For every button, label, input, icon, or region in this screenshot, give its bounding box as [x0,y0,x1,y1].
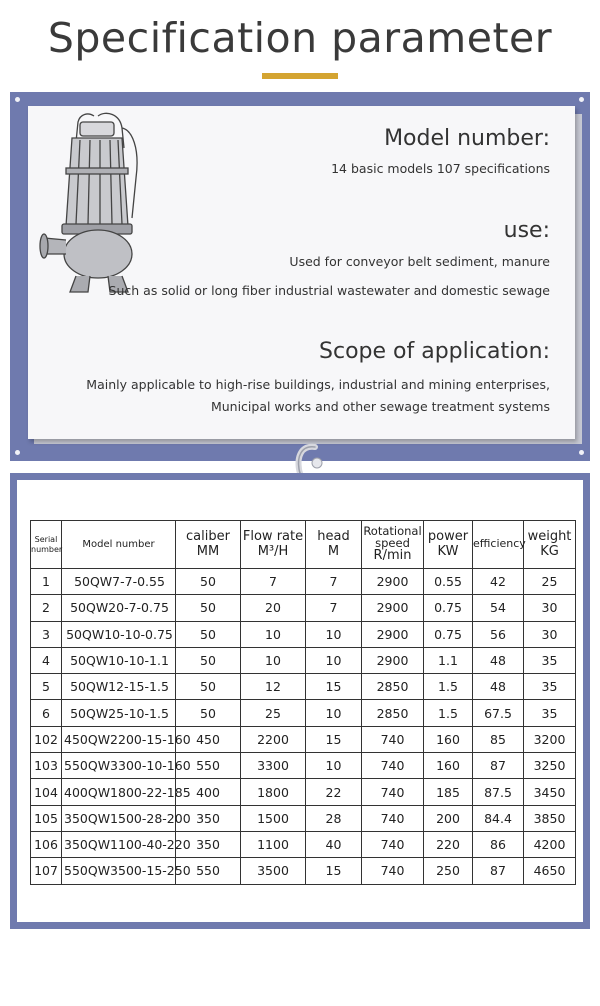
cell-efficiency: 86 [473,831,524,857]
table-row [31,805,576,831]
table-row [31,674,576,700]
table-row [31,647,576,673]
cell-power: 160 [424,726,473,752]
cell-model: 350QW1100-40-220 [62,831,176,857]
table-row [31,700,576,726]
cell-caliber: 50 [176,595,241,621]
cell-serial: 104 [31,779,62,805]
cell-speed: 2900 [362,647,424,673]
cell-flow-rate: 1100 [241,831,306,857]
header-head: head M [306,521,362,569]
cell-flow-rate: 20 [241,595,306,621]
cell-power: 220 [424,831,473,857]
cell-flow-rate: 10 [241,647,306,673]
cell-head: 22 [306,779,362,805]
cell-weight: 3250 [524,753,576,779]
cell-power: 0.55 [424,569,473,595]
cell-model: 400QW1800-22-185 [62,779,176,805]
cell-speed: 740 [362,753,424,779]
cell-flow-rate: 1800 [241,779,306,805]
cell-weight: 35 [524,674,576,700]
cell-weight: 35 [524,700,576,726]
cell-flow-rate: 1500 [241,805,306,831]
table-row [31,726,576,752]
cell-serial: 103 [31,753,62,779]
cell-efficiency: 84.4 [473,805,524,831]
cell-model: 50QW10-10-0.75 [62,621,176,647]
cell-caliber: 550 [176,858,241,884]
cell-efficiency: 48 [473,647,524,673]
cell-speed: 740 [362,805,424,831]
cell-serial: 1 [31,569,62,595]
table-body [31,569,576,885]
table-row [31,753,576,779]
cell-model: 50QW20-7-0.75 [62,595,176,621]
cell-head: 7 [306,569,362,595]
cell-efficiency: 87 [473,858,524,884]
cell-speed: 2850 [362,700,424,726]
cell-flow-rate: 3500 [241,858,306,884]
table-row [31,779,576,805]
cell-serial: 4 [31,647,62,673]
cell-serial: 107 [31,858,62,884]
scope-text-line-2: Municipal works and other sewage treatment systems [210,399,550,414]
cell-model: 50QW10-10-1.1 [62,647,176,673]
header-caliber: caliber MM [176,521,241,569]
cell-model: 550QW3300-10-160 [62,753,176,779]
cell-efficiency: 48 [473,674,524,700]
cell-caliber: 50 [176,674,241,700]
cell-head: 10 [306,753,362,779]
cell-serial: 5 [31,674,62,700]
cell-speed: 2900 [362,621,424,647]
header-efficiency: efficiency [473,521,524,569]
table-row [31,858,576,884]
specification-table [30,520,576,885]
header-flow-rate: Flow rate M³/H [241,521,306,569]
cell-efficiency: 67.5 [473,700,524,726]
cell-model: 50QW7-7-0.55 [62,569,176,595]
cell-flow-rate: 7 [241,569,306,595]
cell-speed: 740 [362,779,424,805]
cell-head: 15 [306,858,362,884]
cell-serial: 105 [31,805,62,831]
scope-text-line-1: Mainly applicable to high-rise buildings, industrial and mining enterprises, [86,377,550,392]
cell-power: 250 [424,858,473,884]
use-text-line-2: Such as solid or long fiber industrial wastewater and domestic sewage [108,283,550,298]
cell-speed: 2900 [362,569,424,595]
cell-weight: 4200 [524,831,576,857]
table-header-row [31,521,576,569]
header-serial-number: Serial number [31,521,62,569]
model-number-heading: Model number: [384,126,550,151]
cell-serial: 2 [31,595,62,621]
cell-power: 200 [424,805,473,831]
header-weight: weight KG [524,521,576,569]
cell-model: 450QW2200-15-160 [62,726,176,752]
table-row [31,621,576,647]
cell-caliber: 50 [176,621,241,647]
cell-speed: 2850 [362,674,424,700]
cell-power: 1.5 [424,674,473,700]
cell-speed: 740 [362,726,424,752]
cell-head: 28 [306,805,362,831]
cell-head: 15 [306,726,362,752]
cell-efficiency: 87 [473,753,524,779]
cell-model: 350QW1500-28-200 [62,805,176,831]
table-row [31,831,576,857]
cell-efficiency: 54 [473,595,524,621]
cell-weight: 3850 [524,805,576,831]
cell-head: 40 [306,831,362,857]
cell-efficiency: 85 [473,726,524,752]
rivet [15,97,20,102]
cell-serial: 106 [31,831,62,857]
cell-power: 1.1 [424,647,473,673]
cell-serial: 6 [31,700,62,726]
cell-power: 160 [424,753,473,779]
cell-caliber: 400 [176,779,241,805]
cell-serial: 102 [31,726,62,752]
table-row [31,569,576,595]
cell-caliber: 550 [176,753,241,779]
cell-caliber: 50 [176,569,241,595]
page-title: Specification parameter [47,14,553,62]
cell-head: 15 [306,674,362,700]
cell-power: 1.5 [424,700,473,726]
cell-efficiency: 87.5 [473,779,524,805]
cell-model: 550QW3500-15-250 [62,858,176,884]
scope-heading: Scope of application: [319,339,550,364]
use-heading: use: [503,218,550,243]
cell-power: 185 [424,779,473,805]
cell-flow-rate: 10 [241,621,306,647]
cell-head: 10 [306,621,362,647]
cell-caliber: 350 [176,805,241,831]
cell-weight: 35 [524,647,576,673]
cell-head: 7 [306,595,362,621]
cell-weight: 30 [524,595,576,621]
cell-flow-rate: 2200 [241,726,306,752]
rivet [579,97,584,102]
table-row [31,595,576,621]
cell-power: 0.75 [424,595,473,621]
cell-weight: 30 [524,621,576,647]
cell-flow-rate: 25 [241,700,306,726]
use-text-line-1: Used for conveyor belt sediment, manure [289,254,550,269]
cell-efficiency: 56 [473,621,524,647]
cell-speed: 2900 [362,595,424,621]
rivet [579,450,584,455]
header-rotational-speed: Rotational speed R/min [362,521,424,569]
cell-caliber: 350 [176,831,241,857]
cell-power: 0.75 [424,621,473,647]
header-model-number: Model number [62,521,176,569]
cell-caliber: 50 [176,647,241,673]
cell-caliber: 450 [176,726,241,752]
cell-head: 10 [306,647,362,673]
cell-flow-rate: 12 [241,674,306,700]
header-power: power KW [424,521,473,569]
cell-caliber: 50 [176,700,241,726]
model-number-text: 14 basic models 107 specifications [331,161,550,176]
cell-efficiency: 42 [473,569,524,595]
cell-serial: 3 [31,621,62,647]
sewage-pump-icon [36,108,154,298]
cell-speed: 740 [362,831,424,857]
cell-weight: 3200 [524,726,576,752]
cell-model: 50QW12-15-1.5 [62,674,176,700]
cell-weight: 4650 [524,858,576,884]
cell-model: 50QW25-10-1.5 [62,700,176,726]
title-underline [262,73,338,79]
cell-flow-rate: 3300 [241,753,306,779]
cell-weight: 3450 [524,779,576,805]
cell-weight: 25 [524,569,576,595]
cell-head: 10 [306,700,362,726]
cell-speed: 740 [362,858,424,884]
rivet [15,450,20,455]
